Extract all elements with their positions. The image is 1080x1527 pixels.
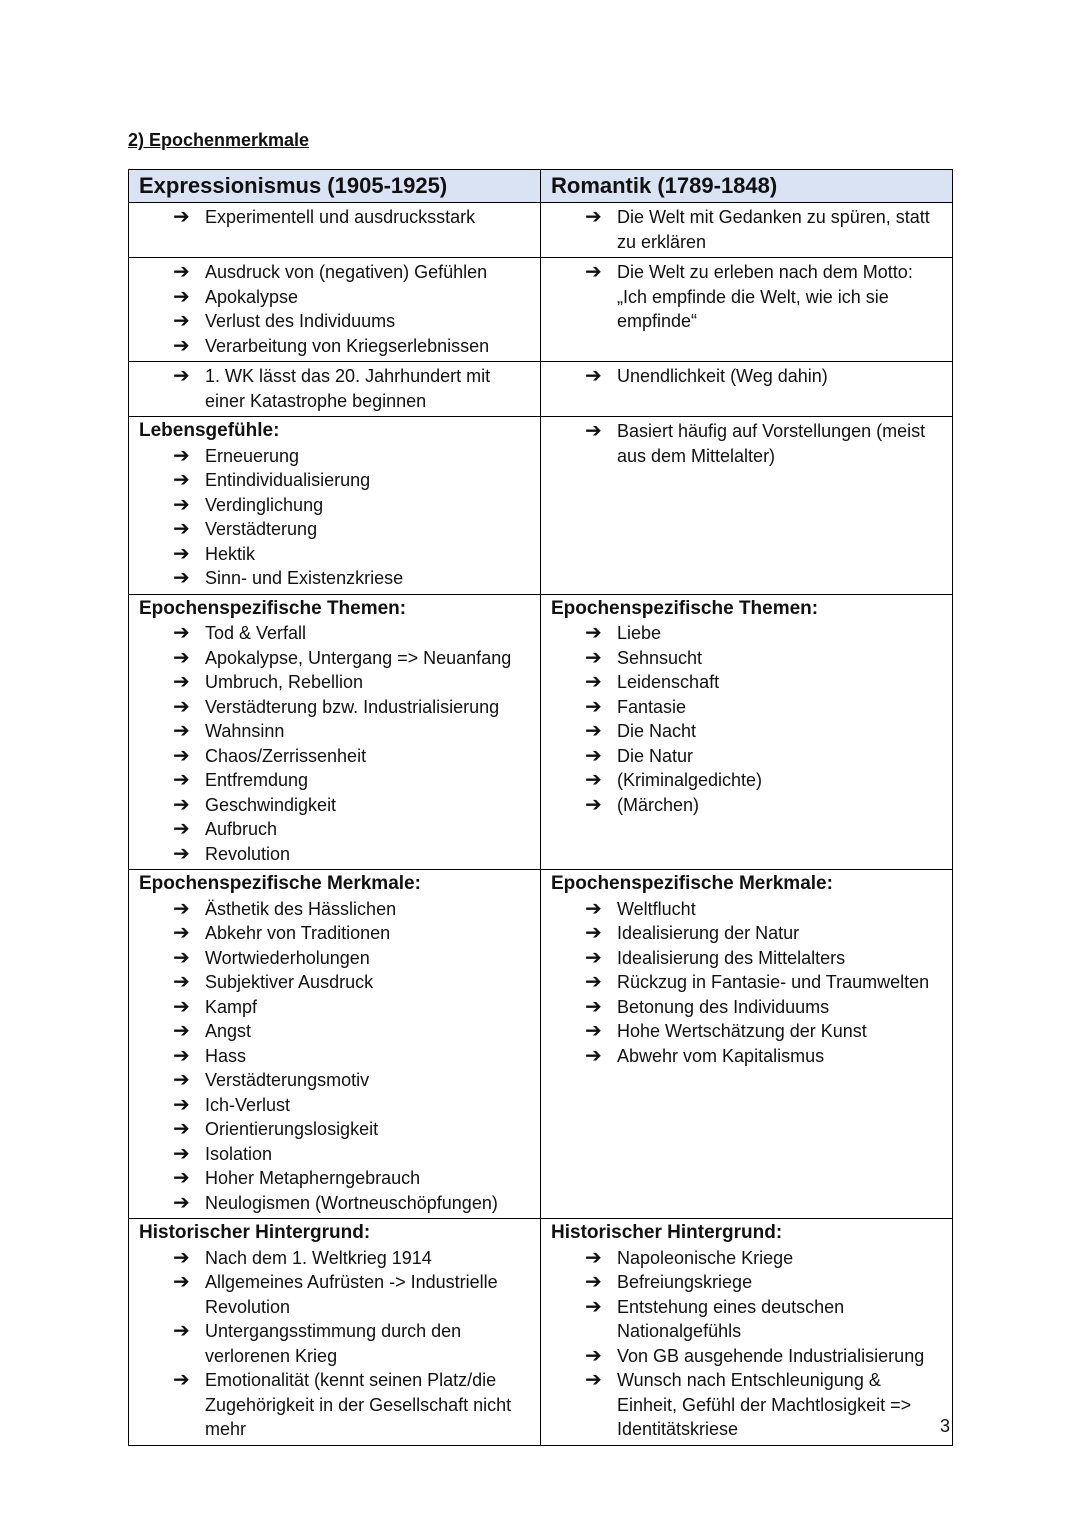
arrow-right-icon: ➔ xyxy=(173,1369,190,1391)
arrow-right-icon: ➔ xyxy=(585,946,602,969)
arrow-right-icon: ➔ xyxy=(585,1246,602,1269)
arrow-right-icon: ➔ xyxy=(173,1044,190,1067)
list-item-text: Verstädterung xyxy=(205,519,318,539)
list-item xyxy=(585,695,944,720)
list-item-text: Untergangsstimmung durch den verlorenen Krieg xyxy=(205,1321,462,1366)
list-item xyxy=(173,260,532,285)
arrow-right-icon: ➔ xyxy=(173,897,190,920)
list-item-text: Leidenschaft xyxy=(617,672,720,692)
list-item xyxy=(173,1319,532,1368)
list-item-text: Abkehr von Traditionen xyxy=(205,923,391,943)
arrow-right-icon: ➔ xyxy=(173,1167,190,1189)
arrow-right-icon: ➔ xyxy=(173,1191,190,1214)
arrow-list xyxy=(551,260,944,334)
list-item-text: Idealisierung des Mittelalters xyxy=(617,947,846,968)
list-item-text: Sinn- und Existenzkriese xyxy=(205,568,404,588)
arrow-right-icon: ➔ xyxy=(173,922,190,944)
section-title: 2) Epochenmerkmale xyxy=(128,130,310,150)
arrow-right-icon: ➔ xyxy=(585,971,602,993)
expressionismus-cell xyxy=(129,362,541,417)
list-item xyxy=(173,1166,532,1191)
list-item xyxy=(173,1368,532,1442)
list-item xyxy=(585,793,944,818)
list-item xyxy=(173,285,532,310)
arrow-right-icon: ➔ xyxy=(173,793,190,816)
arrow-right-icon: ➔ xyxy=(173,946,190,969)
arrow-list xyxy=(139,444,532,591)
list-item xyxy=(173,364,532,413)
arrow-list xyxy=(139,364,532,413)
page-number: 3 xyxy=(940,1416,951,1436)
arrow-list xyxy=(139,1246,532,1442)
list-item xyxy=(585,1368,944,1442)
list-item xyxy=(585,921,944,946)
romantik-cell xyxy=(541,1219,953,1446)
list-item xyxy=(173,621,532,646)
list-item-text: Nach dem 1. Weltkrieg 1914 xyxy=(205,1247,432,1268)
list-item xyxy=(585,1295,944,1344)
arrow-right-icon: ➔ xyxy=(585,420,602,442)
list-item-text: Emotionalität (kennt seinen Platz/die Zugehörigkeit in der Gesellschaft nicht mehr xyxy=(205,1370,512,1439)
arrow-right-icon: ➔ xyxy=(173,1069,190,1091)
list-item xyxy=(173,995,532,1020)
list-item xyxy=(173,1019,532,1044)
list-item xyxy=(585,768,944,793)
list-item xyxy=(585,670,944,695)
arrow-right-icon: ➔ xyxy=(585,206,602,228)
list-item xyxy=(585,1044,944,1069)
arrow-list xyxy=(139,897,532,1216)
list-item xyxy=(173,493,532,518)
list-item xyxy=(585,1344,944,1369)
list-item xyxy=(173,517,532,542)
list-item xyxy=(173,793,532,818)
arrow-right-icon: ➔ xyxy=(585,1044,602,1067)
list-item-text: Revolution xyxy=(205,843,291,864)
cell-heading: Lebensgefühle: xyxy=(139,420,280,441)
arrow-right-icon: ➔ xyxy=(173,622,190,644)
cell-heading: Epochenspezifische Merkmale: xyxy=(551,873,833,894)
arrow-right-icon: ➔ xyxy=(173,518,190,540)
arrow-right-icon: ➔ xyxy=(585,671,602,693)
list-item-text: Verlust des Individuums xyxy=(205,311,396,331)
table-row xyxy=(129,362,953,417)
table-header-row xyxy=(129,170,953,203)
list-item-text: Sehnsucht xyxy=(617,647,703,668)
arrow-right-icon: ➔ xyxy=(173,1142,190,1165)
arrow-right-icon: ➔ xyxy=(173,695,190,718)
list-item xyxy=(173,695,532,720)
list-item-text: Befreiungskriege xyxy=(617,1272,753,1292)
list-item-text: Die Natur xyxy=(617,745,694,766)
list-item-text: Rückzug in Fantasie- und Traumwelten xyxy=(617,972,930,992)
arrow-right-icon: ➔ xyxy=(173,720,190,742)
arrow-right-icon: ➔ xyxy=(173,818,190,840)
arrow-right-icon: ➔ xyxy=(173,769,190,791)
list-item-text: Napoleonische Kriege xyxy=(617,1247,794,1268)
list-item xyxy=(585,260,944,334)
arrow-right-icon: ➔ xyxy=(173,206,190,228)
list-item-text: Chaos/Zerrissenheit xyxy=(205,745,367,766)
list-item xyxy=(585,970,944,995)
list-item xyxy=(173,309,532,334)
expressionismus-cell xyxy=(129,203,541,258)
table-row xyxy=(129,203,953,258)
arrow-list xyxy=(139,205,532,230)
list-item xyxy=(173,205,532,230)
list-item-text: Weltflucht xyxy=(617,898,696,919)
list-item xyxy=(173,744,532,769)
arrow-right-icon: ➔ xyxy=(173,1093,190,1116)
list-item-text: Ästhetik des Hässlichen xyxy=(205,898,397,919)
list-item-text: Hass xyxy=(205,1045,247,1066)
arrow-right-icon: ➔ xyxy=(173,261,190,283)
romantik-header: Romantik (1789-1848) xyxy=(541,170,953,203)
list-item xyxy=(173,1142,532,1167)
list-item-text: Entfremdung xyxy=(205,770,309,790)
list-item xyxy=(585,719,944,744)
list-item-text: Betonung des Individuums xyxy=(617,996,830,1017)
list-item-text: 1. WK lässt das 20. Jahrhundert mit einer Katastrophe beginnen xyxy=(205,366,491,411)
list-item xyxy=(585,897,944,922)
table-row xyxy=(129,870,953,1219)
arrow-right-icon: ➔ xyxy=(585,769,602,791)
arrow-right-icon: ➔ xyxy=(173,971,190,993)
list-item xyxy=(585,364,944,389)
arrow-right-icon: ➔ xyxy=(173,1320,190,1342)
romantik-cell xyxy=(541,417,953,595)
arrow-right-icon: ➔ xyxy=(173,744,190,767)
list-item-text: Liebe xyxy=(617,623,662,643)
list-item-text: Basiert häufig auf Vorstellungen (meist aus dem Mittelalter) xyxy=(617,421,926,466)
arrow-right-icon: ➔ xyxy=(585,622,602,644)
list-item-text: Kampf xyxy=(205,996,258,1017)
list-item-text: Orientierungslosigkeit xyxy=(205,1119,379,1139)
list-item xyxy=(173,444,532,469)
list-item-text: Entstehung eines deutschen Nationalgefühls xyxy=(617,1296,845,1341)
list-item xyxy=(173,1093,532,1118)
list-item-text: Experimentell und ausdrucksstark xyxy=(205,207,476,227)
arrow-right-icon: ➔ xyxy=(585,995,602,1018)
arrow-right-icon: ➔ xyxy=(173,493,190,516)
arrow-right-icon: ➔ xyxy=(585,922,602,944)
arrow-right-icon: ➔ xyxy=(173,542,190,565)
list-item-text: Idealisierung der Natur xyxy=(617,923,800,943)
arrow-right-icon: ➔ xyxy=(173,310,190,332)
arrow-right-icon: ➔ xyxy=(585,1295,602,1318)
list-item xyxy=(173,970,532,995)
arrow-list xyxy=(551,897,944,1069)
list-item-text: Apokalypse, Untergang => Neuanfang xyxy=(205,647,512,668)
list-item xyxy=(173,566,532,591)
list-item xyxy=(585,946,944,971)
table-row xyxy=(129,258,953,362)
arrow-right-icon: ➔ xyxy=(585,261,602,283)
romantik-cell xyxy=(541,258,953,362)
list-item-text: Verstädterung bzw. Industrialisierung xyxy=(205,696,500,717)
arrow-right-icon: ➔ xyxy=(585,720,602,742)
list-item xyxy=(585,621,944,646)
list-item xyxy=(585,995,944,1020)
arrow-right-icon: ➔ xyxy=(585,793,602,816)
list-item-text: Angst xyxy=(205,1021,252,1041)
list-item-text: (Märchen) xyxy=(617,794,700,815)
arrow-list xyxy=(551,621,944,817)
arrow-list xyxy=(551,419,944,468)
list-item xyxy=(585,205,944,254)
list-item-text: Die Welt mit Gedanken zu spüren, statt zu erklären xyxy=(617,207,930,252)
arrow-right-icon: ➔ xyxy=(173,1271,190,1293)
list-item-text: Von GB ausgehende Industrialisierung xyxy=(617,1345,925,1366)
arrow-right-icon: ➔ xyxy=(173,365,190,387)
list-item xyxy=(585,1019,944,1044)
expressionismus-header: Expressionismus (1905-1925) xyxy=(129,170,541,203)
list-item xyxy=(173,1044,532,1069)
cell-heading: Historischer Hintergrund: xyxy=(139,1222,371,1243)
expressionismus-cell xyxy=(129,258,541,362)
expressionismus-cell xyxy=(129,594,541,870)
list-item-text: Geschwindigkeit xyxy=(205,794,337,815)
arrow-right-icon: ➔ xyxy=(173,842,190,865)
list-item xyxy=(173,946,532,971)
cell-heading: Epochenspezifische Themen: xyxy=(551,597,819,619)
list-item xyxy=(173,921,532,946)
list-item-text: Apokalypse xyxy=(205,286,299,307)
arrow-right-icon: ➔ xyxy=(173,334,190,357)
arrow-right-icon: ➔ xyxy=(585,744,602,767)
list-item xyxy=(173,897,532,922)
list-item-text: Umbruch, Rebellion xyxy=(205,672,364,692)
list-item-text: Verstädterungsmotiv xyxy=(205,1070,370,1090)
list-item xyxy=(173,1068,532,1093)
list-item xyxy=(173,768,532,793)
arrow-right-icon: ➔ xyxy=(173,646,190,669)
arrow-right-icon: ➔ xyxy=(585,365,602,387)
arrow-right-icon: ➔ xyxy=(585,695,602,718)
list-item xyxy=(173,1270,532,1319)
list-item xyxy=(585,1246,944,1271)
list-item xyxy=(173,1117,532,1142)
cell-heading: Epochenspezifische Merkmale: xyxy=(139,873,421,894)
romantik-cell xyxy=(541,594,953,870)
list-item xyxy=(173,334,532,359)
list-item-text: Erneuerung xyxy=(205,445,300,466)
arrow-right-icon: ➔ xyxy=(173,671,190,693)
list-item xyxy=(173,468,532,493)
list-item-text: Allgemeines Aufrüsten -> Industrielle Revolution xyxy=(205,1272,498,1317)
list-item-text: Aufbruch xyxy=(205,819,278,839)
list-item-text: Hoher Metapherngebrauch xyxy=(205,1168,421,1188)
arrow-right-icon: ➔ xyxy=(173,469,190,491)
arrow-right-icon: ➔ xyxy=(173,567,190,589)
arrow-right-icon: ➔ xyxy=(173,1118,190,1140)
list-item-text: Die Welt zu erleben nach dem Motto: „Ich empfinde die Welt, wie ich sie empfinde“ xyxy=(617,262,913,331)
arrow-right-icon: ➔ xyxy=(585,1369,602,1391)
list-item-text: Verdinglichung xyxy=(205,494,324,515)
list-item xyxy=(585,744,944,769)
arrow-right-icon: ➔ xyxy=(585,1344,602,1367)
list-item-text: Wahnsinn xyxy=(205,721,285,741)
cell-heading: Epochenspezifische Themen: xyxy=(139,597,407,619)
expressionismus-cell xyxy=(129,870,541,1219)
list-item xyxy=(585,1270,944,1295)
list-item xyxy=(173,842,532,867)
epochs-comparison-table xyxy=(128,169,953,1446)
list-item-text: Verarbeitung von Kriegserlebnissen xyxy=(205,335,490,356)
cell-heading: Historischer Hintergrund: xyxy=(551,1222,783,1243)
expressionismus-cell xyxy=(129,1219,541,1446)
arrow-list xyxy=(551,1246,944,1442)
romantik-cell xyxy=(541,870,953,1219)
list-item xyxy=(585,646,944,671)
arrow-right-icon: ➔ xyxy=(173,1246,190,1269)
list-item xyxy=(173,719,532,744)
arrow-right-icon: ➔ xyxy=(173,1020,190,1042)
list-item xyxy=(585,419,944,468)
list-item-text: Wortwiederholungen xyxy=(205,947,370,968)
list-item-text: Entindividualisierung xyxy=(205,470,371,490)
list-item xyxy=(173,1246,532,1271)
list-item-text: Abwehr vom Kapitalismus xyxy=(617,1045,825,1066)
list-item-text: Fantasie xyxy=(617,696,687,717)
list-item-text: Die Nacht xyxy=(617,721,697,741)
list-item-text: Wunsch nach Entschleunigung & Einheit, Gefühl der Machtlosigkeit => Identitätskriese xyxy=(617,1370,912,1439)
list-item xyxy=(173,670,532,695)
list-item xyxy=(173,1191,532,1216)
table-body xyxy=(129,203,953,1446)
romantik-cell xyxy=(541,362,953,417)
list-item-text: Isolation xyxy=(205,1143,273,1164)
list-item xyxy=(173,817,532,842)
arrow-right-icon: ➔ xyxy=(173,285,190,308)
table-row xyxy=(129,1219,953,1446)
list-item-text: Neulogismen (Wortneuschöpfungen) xyxy=(205,1192,498,1213)
list-item-text: Subjektiver Ausdruck xyxy=(205,972,374,992)
romantik-cell xyxy=(541,203,953,258)
list-item xyxy=(173,542,532,567)
arrow-right-icon: ➔ xyxy=(585,646,602,669)
list-item-text: Unendlichkeit (Weg dahin) xyxy=(617,366,828,386)
arrow-list xyxy=(551,205,944,254)
list-item-text: Tod & Verfall xyxy=(205,623,307,643)
list-item-text: Hektik xyxy=(205,543,256,564)
arrow-list xyxy=(139,621,532,866)
arrow-right-icon: ➔ xyxy=(585,1271,602,1293)
table-row xyxy=(129,417,953,595)
table-row xyxy=(129,594,953,870)
list-item-text: (Kriminalgedichte) xyxy=(617,770,763,790)
arrow-right-icon: ➔ xyxy=(585,1020,602,1042)
arrow-list xyxy=(139,260,532,358)
arrow-right-icon: ➔ xyxy=(173,444,190,467)
arrow-list xyxy=(551,364,944,389)
list-item xyxy=(173,646,532,671)
arrow-right-icon: ➔ xyxy=(173,995,190,1018)
list-item-text: Hohe Wertschätzung der Kunst xyxy=(617,1021,867,1041)
list-item-text: Ausdruck von (negativen) Gefühlen xyxy=(205,262,488,282)
expressionismus-cell xyxy=(129,417,541,595)
arrow-right-icon: ➔ xyxy=(585,897,602,920)
list-item-text: Ich-Verlust xyxy=(205,1094,291,1115)
